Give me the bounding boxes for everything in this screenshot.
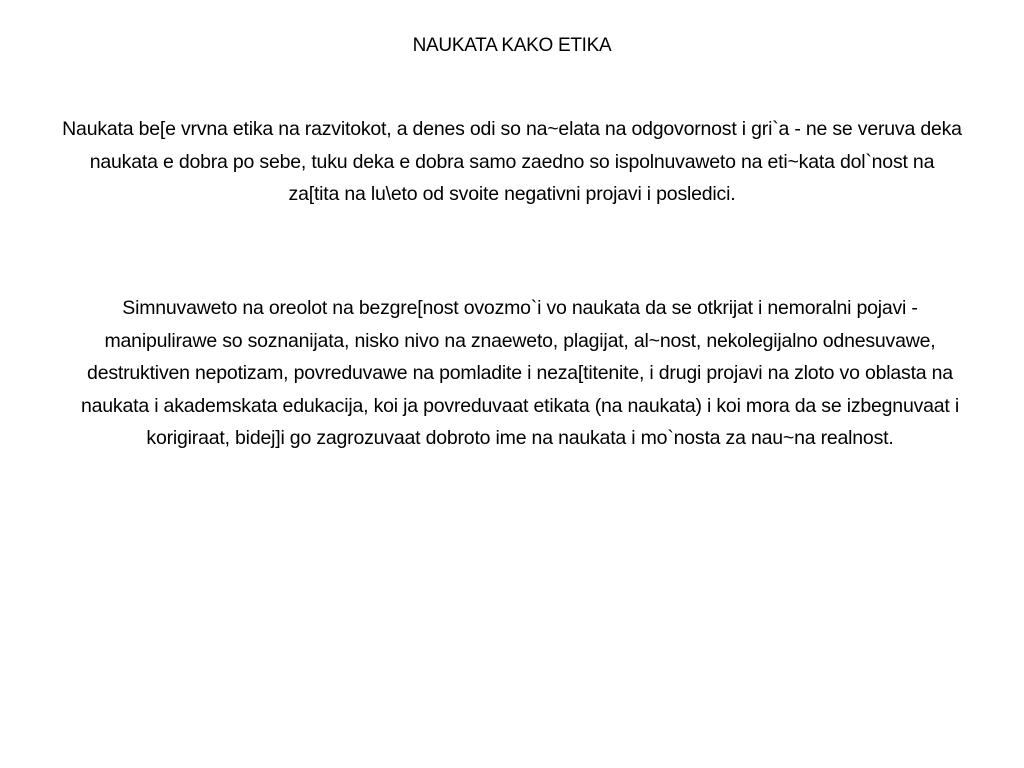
paragraph-2: Simnuvaweto na oreolot na bezgre[nost ovozmo`i vo naukata da se otkrijat i nemoralni pojavi - manipulirawe so soznanijata, nisko nivo na znaeweto, plagijat, al~nost, nekolegijalno odnesuvawe, destruktiven nepotizam, povreduvawe na pomladite i neza[titenite, i drugi projavi na zloto vo oblasta na naukata i akademskata edukacija, koi ja povreduvaat etikata (na naukata) i koi mora da se izbegnuvaat i korigiraat, bidej]i go zagrozuvaat dobroto ime na naukata i mo`nosta za nau~na realnost.: [80, 297, 960, 449]
slide-title: NAUKATA KAKO ETIKA: [412, 35, 612, 56]
paragraph-1: Naukata be[e vrvna etika na razvitokot, a denes odi so na~elata na odgovornost i gri`a - ne se veruva deka naukata e dobra po sebe, tuku deka e dobra samo zaedno so ispolnuvaweto na eti~kata dol`nost na za[tita na lu\eto od svoite negativni projavi i posledici.: [62, 118, 962, 205]
